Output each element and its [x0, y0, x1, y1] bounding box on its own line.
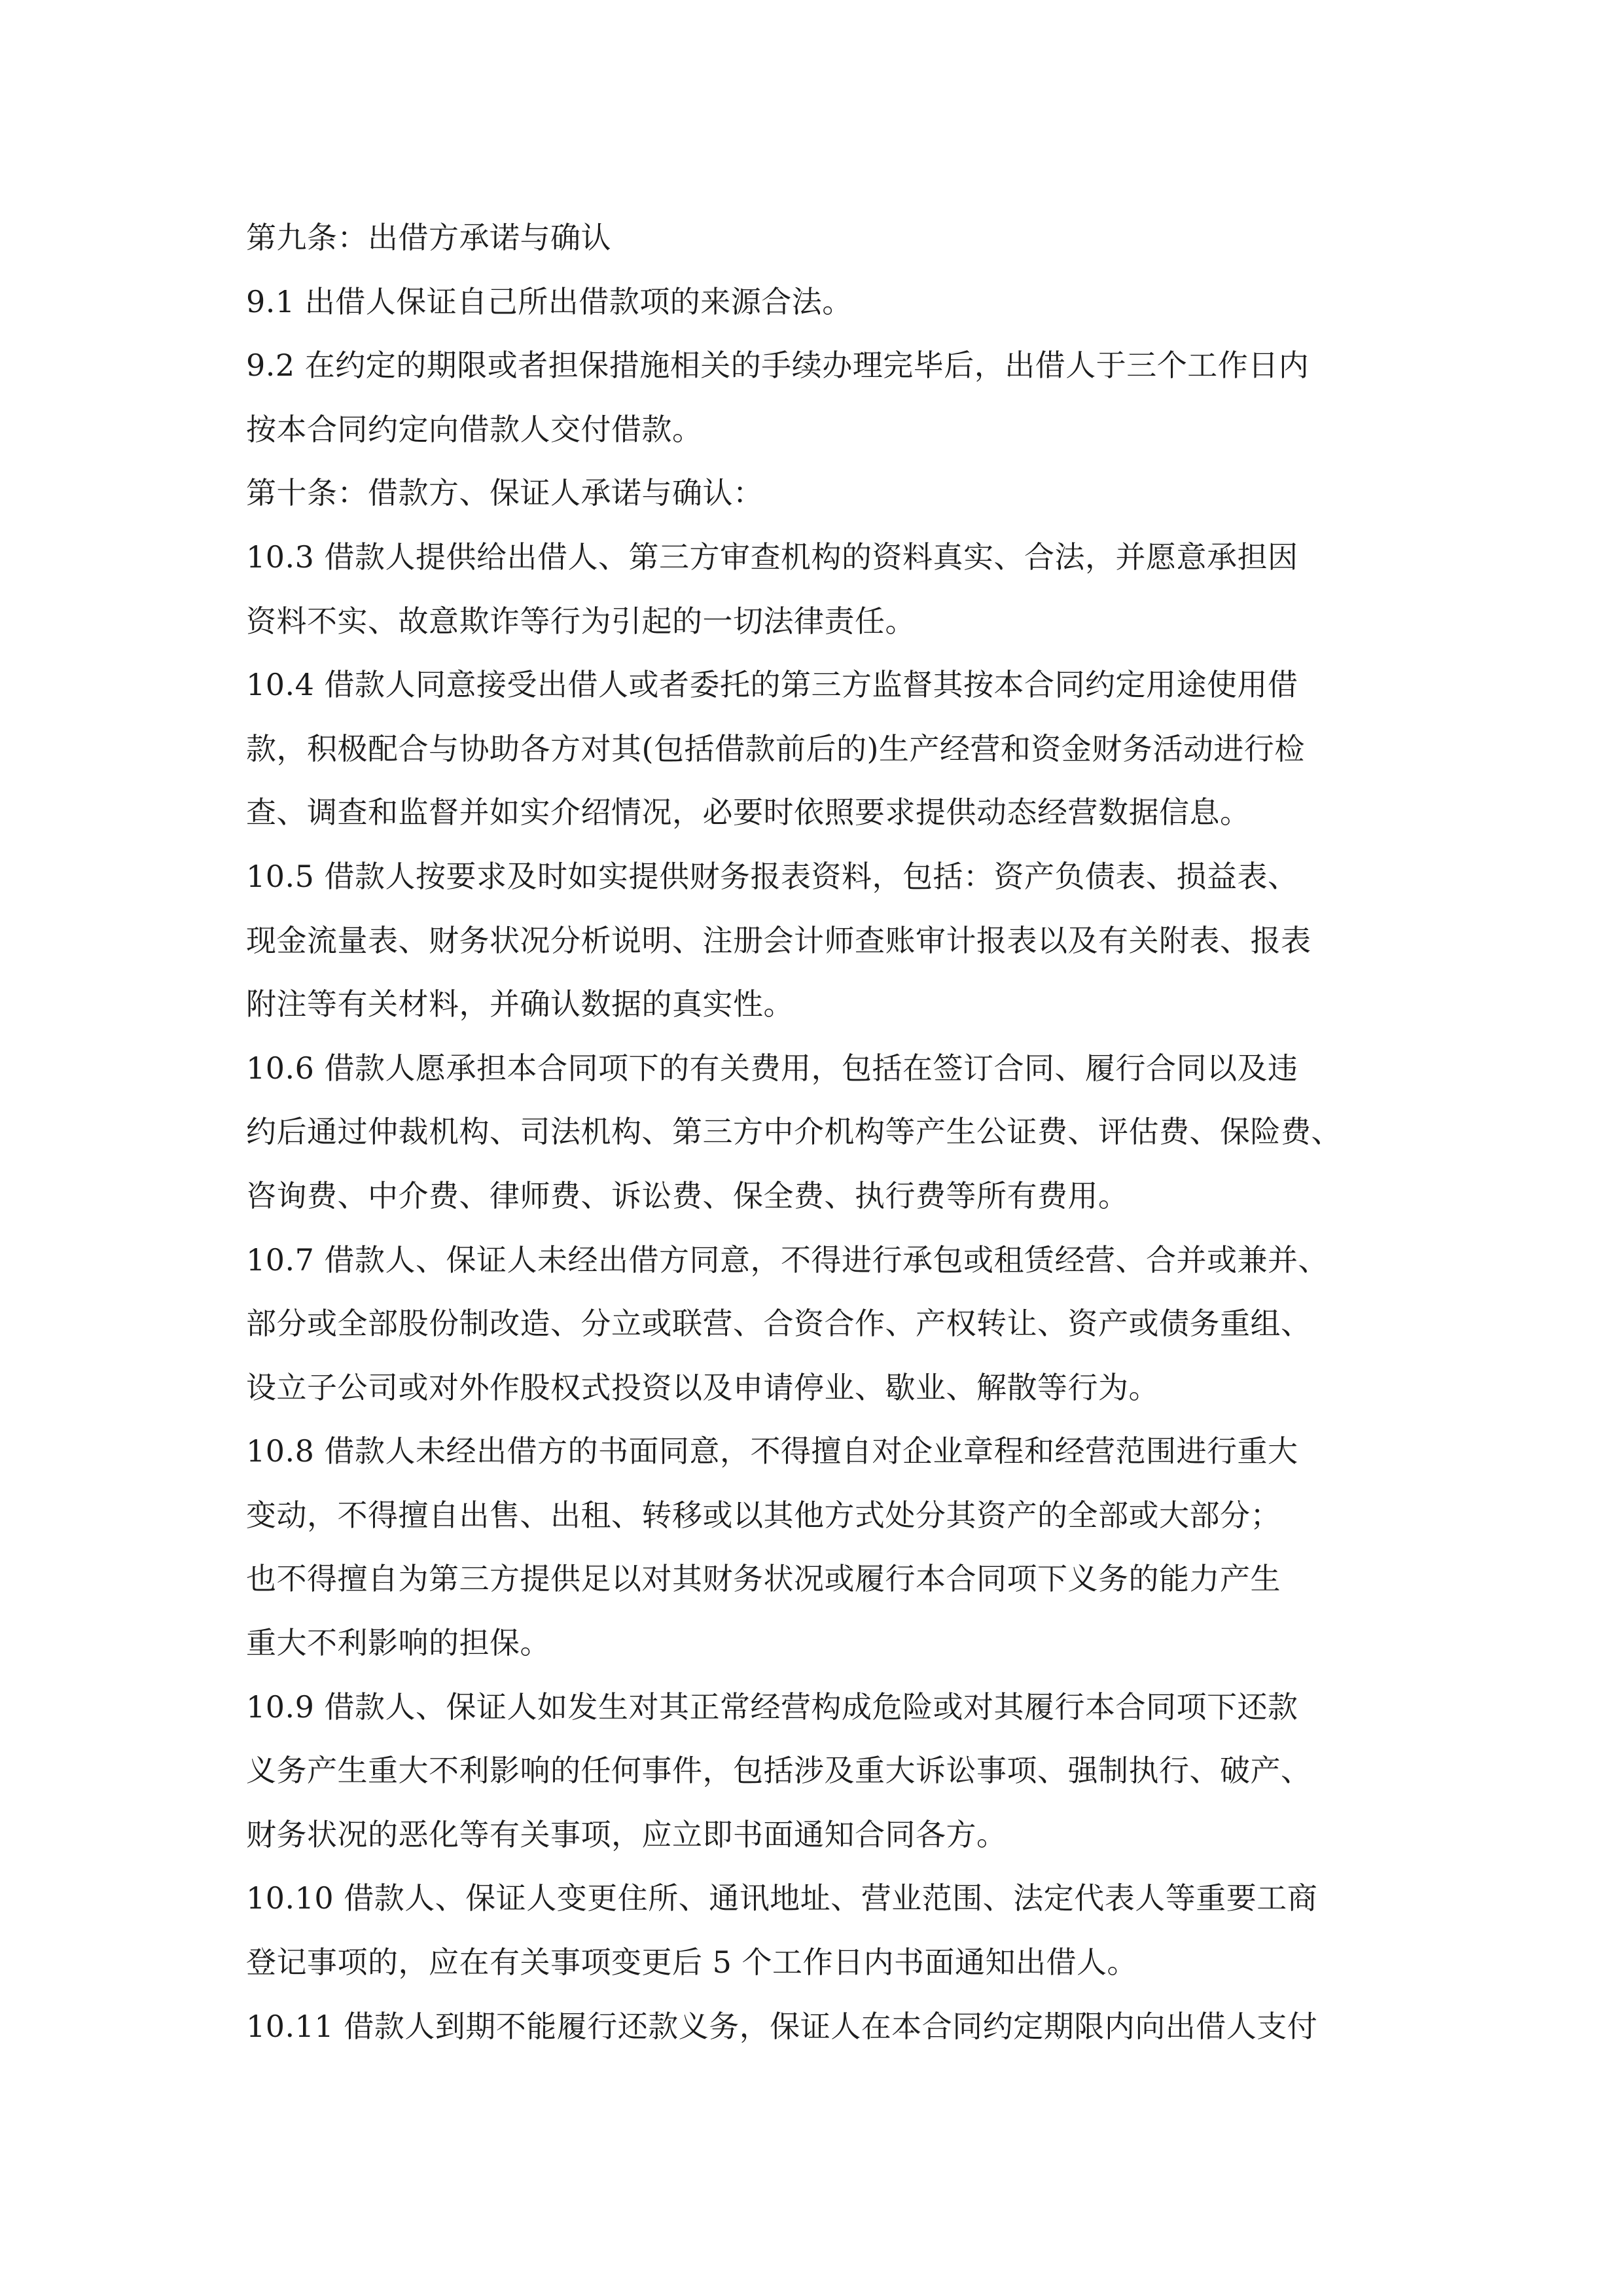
text-line: 第十条：借款方、保证人承诺与确认：: [246, 475, 764, 511]
text-line: 10.9 借款人、保证人如发生对其正常经营构成危险或对其履行本合同项下还款: [246, 1689, 1298, 1725]
text-line: 义务产生重大不利影响的任何事件，包括涉及重大诉讼事项、强制执行、破产、: [246, 1753, 1311, 1789]
text-line: 设立子公司或对外作股权式投资以及申请停业、歇业、解散等行为。: [246, 1369, 1159, 1405]
text-line: 10.10 借款人、保证人变更住所、通讯地址、营业范围、法定代表人等重要工商: [246, 1880, 1318, 1916]
text-line: 登记事项的，应在有关事项变更后 5 个工作日内书面通知出借人。: [246, 1945, 1138, 1981]
text-line: 9.2 在约定的期限或者担保措施相关的手续办理完毕后，出借人于三个工作日内: [246, 348, 1310, 384]
text-line: 查、调查和监督并如实介绍情况，必要时依照要求提供动态经营数据信息。: [246, 795, 1251, 831]
text-line: 也不得擅自为第三方提供足以对其财务状况或履行本合同项下义务的能力产生: [246, 1561, 1281, 1597]
text-line: 款，积极配合与协助各方对其(包括借款前后的)生产经营和资金财务活动进行检: [246, 730, 1305, 766]
text-line: 重大不利影响的担保。: [246, 1625, 550, 1661]
text-line: 变动，不得擅自出售、出租、转移或以其他方式处分其资产的全部或大部分；: [246, 1497, 1281, 1533]
text-line: 按本合同约定向借款人交付借款。: [246, 411, 703, 447]
text-line: 附注等有关材料，并确认数据的真实性。: [246, 986, 794, 1022]
text-line: 部分或全部股份制改造、分立或联营、合资合作、产权转让、资产或债务重组、: [246, 1306, 1311, 1342]
text-line: 现金流量表、财务状况分析说明、注册会计师查账审计报表以及有关附表、报表: [246, 922, 1311, 958]
text-line: 10.5 借款人按要求及时如实提供财务报表资料，包括：资产负债表、损益表、: [246, 858, 1298, 894]
text-line: 9.1 出借人保证自己所出借款项的来源合法。: [246, 283, 853, 319]
text-line: 10.6 借款人愿承担本合同项下的有关费用，包括在签订合同、履行合同以及违: [246, 1050, 1298, 1086]
text-line: 资料不实、故意欺诈等行为引起的一切法律责任。: [246, 603, 916, 639]
text-line: 10.3 借款人提供给出借人、第三方审查机构的资料真实、合法，并愿意承担因: [246, 539, 1298, 575]
text-line: 约后通过仲裁机构、司法机构、第三方中介机构等产生公证费、评估费、保险费、: [246, 1114, 1342, 1150]
text-line: 第九条：出借方承诺与确认: [246, 220, 611, 255]
text-line: 咨询费、中介费、律师费、诉讼费、保全费、执行费等所有费用。: [246, 1177, 1129, 1213]
document-body: [246, 206, 1418, 2058]
text-line: 10.4 借款人同意接受出借人或者委托的第三方监督其按本合同约定用途使用借: [246, 667, 1298, 703]
text-line: 10.7 借款人、保证人未经出借方同意，不得进行承包或租赁经营、合并或兼并、: [246, 1242, 1329, 1278]
text-line: 10.8 借款人未经出借方的书面同意，不得擅自对企业章程和经营范围进行重大: [246, 1433, 1298, 1469]
text-line: 财务状况的恶化等有关事项，应立即书面通知合同各方。: [246, 1816, 1007, 1852]
text-line: 10.11 借款人到期不能履行还款义务，保证人在本合同约定期限内向出借人支付: [246, 2008, 1318, 2044]
